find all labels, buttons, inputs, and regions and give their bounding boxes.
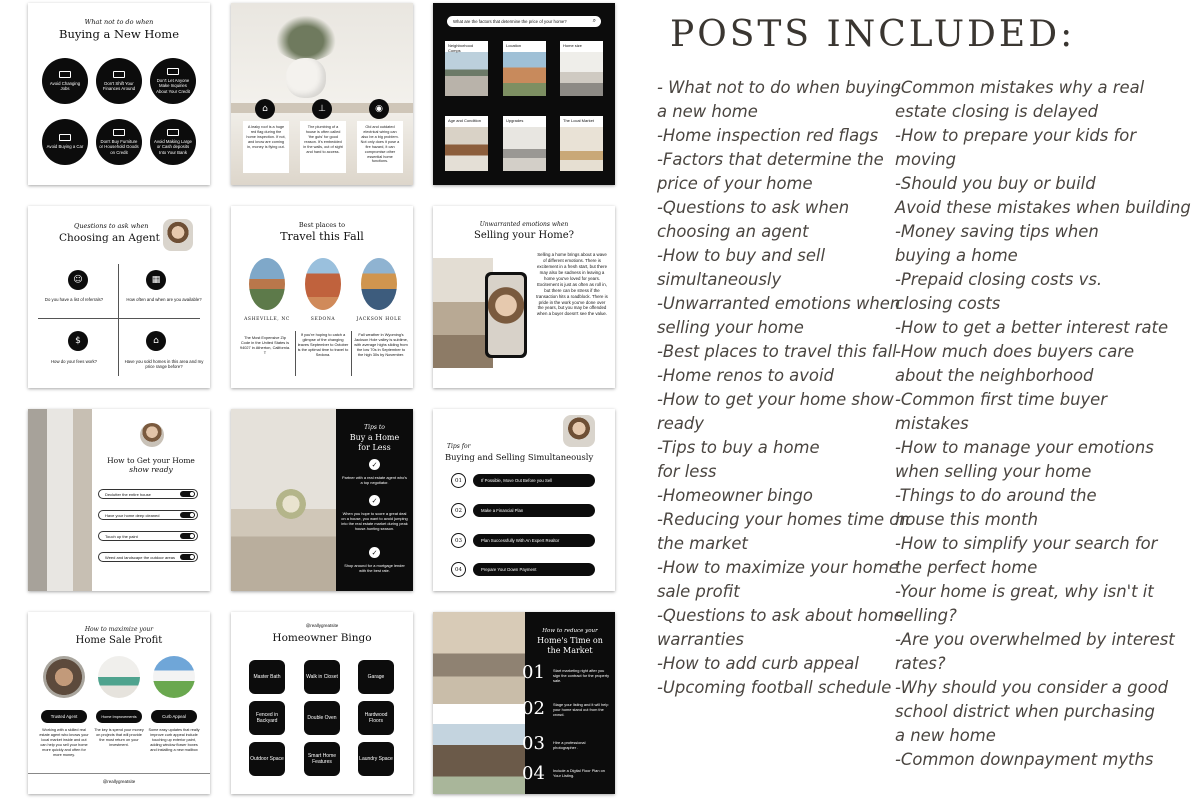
post-list-line: -Common first time buyer [895,390,1108,409]
calendar-icon: ▦ [146,270,166,290]
tile-title: Home Sale Profit [75,635,163,646]
post-tile-buy-sell-simultaneously[interactable] [433,409,615,591]
check-icon: ✓ [369,459,380,470]
post-tile-home-sale-profit[interactable] [28,612,210,794]
factor-cell: Neighborhood Comps [445,41,488,96]
bingo-cell[interactable]: Hardwood Floors [358,701,394,735]
jackson-hole-photo [361,258,397,310]
post-list-line: for less [657,462,717,481]
post-list-line: -How to get a better interest rate [895,318,1169,337]
question-text: How often and when are you available? [126,297,202,302]
post-list-line: sale profit [657,582,740,601]
post-list-line: -Why should you consider a good [895,678,1169,697]
bingo-cell[interactable]: Walk in Closet [304,660,340,694]
tip-text: When you hope to score a great deal on a house, you want to avoid jumping into the real estate market during peak house-hunting season. [341,511,408,532]
step-number: 04 [451,562,466,577]
post-tile-show-ready[interactable] [28,409,210,591]
step-number: 02 [451,503,466,518]
post-list-line: -Home inspection red flags [657,126,879,145]
post-list-line: the market [657,534,748,553]
tile-kicker: Unwarranted emotions when [479,221,569,228]
tile-title: Selling your Home? [474,230,574,241]
bingo-cell[interactable]: Outdoor Space [249,742,285,776]
bathroom-photo [28,409,92,591]
category-description: Some easy updates that really improve curb appeal include touching up exterior paint, adding window flower boxes and installing a new mailbox [148,728,200,752]
house-exterior-photo [433,724,525,794]
post-list-line: -Your home is great, why isn't it [895,582,1154,601]
post-list-line: -Are you overwhelmed by interest [895,630,1175,649]
bingo-cell[interactable]: Fenced in Backyard [249,701,285,735]
post-tile-homeowner-bingo[interactable] [231,612,413,794]
tile-title: Travel this Fall [280,230,364,243]
phone-mockup [485,272,527,358]
post-list-line: -Things to do around the [895,486,1097,505]
agent-avatar [140,423,164,447]
place-description: Fall weather in Wyoming's Jackson Hole valley is sublime, with average highs sliding from the low 70s in September to the high 30s by November. [354,332,408,358]
checklist-toggle[interactable]: Weed and landscape the outdoor areas [98,552,198,562]
bank-icon [167,129,179,136]
step-number: 03 [451,533,466,548]
step-number: 02 [522,698,545,719]
checklist-toggle[interactable]: Touch up the paint [98,531,198,541]
post-list-line: -How much does buyers care [895,342,1135,361]
post-list-line: -Home renos to avoid [657,366,834,385]
document-icon [113,71,125,78]
tile-kicker: Tips to [364,424,385,431]
tile-title: Buy a Home for Less [349,433,400,452]
toggle-switch[interactable] [180,533,195,539]
sedona-photo [305,258,341,310]
faucet-icon: ⊥ [312,99,332,119]
tile-subtitle: show ready [129,465,173,474]
post-list-line: price of your home [657,174,813,193]
tip-circle: Don't Shift Your Finances Around [96,58,142,104]
tile-title: Home's Time on the Market [537,636,603,655]
tile-title: Choosing an Agent [59,232,160,244]
vase-image [286,58,326,98]
kitchen-photo [98,656,140,698]
factor-cell: Upgrades [503,116,546,171]
question-text: Do you have a list of referrals? [44,297,104,302]
post-list-line: -How to buy and sell [657,246,826,265]
step-number: 01 [451,473,466,488]
post-list-line: about the neighborhood [895,366,1094,385]
interior-photo [433,258,493,368]
step-text: Include a Digital Floor Plan on Your Listing. [553,768,605,779]
post-list-line: selling? [895,606,957,625]
tile-title: Homeowner Bingo [272,632,372,644]
plant-leaves [271,11,341,61]
post-list-line: -Factors that determine the [657,150,884,169]
tile-title: How to Get your Home [107,456,195,465]
bingo-cell[interactable]: Master Bath [249,660,285,694]
post-list-line: -Tips to buy a home [657,438,820,457]
handle-text: @reallygreatsite [102,779,136,784]
bingo-cell[interactable]: Double Oven [304,701,340,735]
post-list-line: -Homeowner bingo [657,486,813,505]
bingo-cell[interactable]: Laundry Space [358,742,394,776]
post-list-line: mistakes [895,414,969,433]
handle-text: @reallygreatsite [305,623,339,628]
post-list-line: buying a home [895,246,1018,265]
post-list-line: the perfect home [895,558,1038,577]
tile-kicker: Best places to [298,221,346,229]
tile-kicker: How to maximize your [84,626,154,633]
tip-circle: Avoid Making Large or Cash deposits Into Your Bank [150,119,196,165]
post-tile-inspection-red-flags[interactable] [231,3,413,185]
bingo-cell[interactable]: Garage [358,660,394,694]
users-icon: ☺ [68,270,88,290]
divider [28,773,210,774]
post-list-line: -How to add curb appeal [657,654,859,673]
post-list-line: Avoid these mistakes when building [895,198,1191,217]
post-list-line: estate closing is delayed [895,102,1099,121]
post-list-line: -How to prepare your kids for [895,126,1137,145]
post-list-line: closing costs [895,294,1001,313]
toggle-switch[interactable] [180,491,195,497]
posts-list-right [895,76,1191,772]
toggle-switch[interactable] [180,554,195,560]
money-icon: $ [68,331,88,351]
handshake-photo [43,656,85,698]
post-list-line: -Prepaid closing costs vs. [895,270,1103,289]
divider [295,331,296,376]
sofa-icon [113,129,125,136]
post-list-line: choosing an agent [657,222,809,241]
credit-card-icon [167,68,179,75]
check-icon: ✓ [369,495,380,506]
post-list-line: -Common downpayment myths [895,750,1154,769]
place-name: ASHEVILLE, NC [244,317,290,322]
step-pill: Make a Financial Plan [473,504,595,517]
posts-list-left [657,76,910,700]
tile-kicker: Questions to ask when [74,222,149,230]
post-tile-choosing-agent[interactable] [28,206,210,388]
step-pill: Prepare Your Down Payment [473,563,595,576]
category-description: Working with a skilled real estate agent who knows your local market inside and out can help you sell your home more quickly and often for more money. [39,728,89,757]
house-icon: ⌂ [146,331,166,351]
post-tile-buying-new-home[interactable] [28,3,210,185]
tip-circle: Avoid Changing Jobs [42,58,88,104]
divider [38,318,200,319]
tip-text: Partner with a real estate agent who's a top negotiator. [342,475,407,486]
place-name: JACKSON HOLE [356,317,402,322]
search-question: What are the factors that determine the price of your home? [453,19,567,24]
category-description: The key is spend your money on projects that will provide the most return on your investment. [94,728,144,747]
place-name: SEDONA [310,317,336,322]
flowers-image [276,489,306,519]
posts-included-heading: POSTS INCLUDED: [670,14,1076,55]
post-list-line: -Should you buy or build [895,174,1096,193]
tips-panel [336,409,413,591]
post-list-line: a new home [657,102,758,121]
step-number: 01 [522,662,545,683]
patio-photo [433,612,525,704]
post-list-line: -Unwarranted emotions when [657,294,901,313]
divider [118,264,119,376]
step-text: Hire a professional photographer . [553,740,586,751]
asheville-photo [249,258,285,310]
step-text: Stage your listing and it will help your home stand out from the crowd. [553,702,609,718]
place-description: The Most Expensive Zip Code in the United States is 94027 in Atherton, California. T [239,335,291,356]
post-list-line: selling your home [657,318,804,337]
step-pill: Plan Successfully With An Expert Realtor [473,534,595,547]
question-text: How do your fees work? [50,359,98,364]
roof-icon: ⌂ [255,99,275,119]
post-list-line: ready [657,414,704,433]
curb-appeal-photo [153,656,195,698]
briefcase-icon [59,71,71,78]
post-list-line: -Best places to travel this fall [657,342,897,361]
post-list-line: a new home [895,726,996,745]
post-list-line: -How to maximize your home [657,558,899,577]
tip-text: Shop around for a mortgage lender with the best rate. [344,563,405,574]
post-list-line: -Upcoming football schedule [657,678,892,697]
post-tile-buy-for-less[interactable] [231,409,413,591]
post-list-line: -Money saving tips when [895,222,1099,241]
factor-cell: Home size [560,41,603,96]
post-list-line: -Questions to ask when [657,198,850,217]
body-text: Selling a home brings about a wave of different emotions. There is excitement in a fresh start, but there may also be sadness in leaving a home you've loved for years. Excitement is just as often as roll in, but there can be stress if the transaction hits a roadblock. There is pride in the work you've done over the years, but you may be offended when a buyer doesn't see the value. [536,252,608,317]
category-label: Trusted Agent [41,710,87,723]
step-number: 04 [522,763,545,784]
post-tile-travel-fall[interactable] [231,206,413,388]
post-list-line: -How to get your home show [657,390,894,409]
tip-circle: Don't Buy Furniture or Household Goods on Credit [96,119,142,165]
post-list-line: - What not to do when buying [657,78,902,97]
factor-cell: Location [503,41,546,96]
info-card: The plumbing of a house is often called 'the guts' for good reason. It's embedded in the walls, out of sight and hard to access. [300,121,346,173]
toggle-switch[interactable] [180,512,195,518]
tip-circle: Don't Let Anyone Make Inquiries About Your Credit [150,58,196,104]
bingo-cell[interactable]: Smart Home Features [304,742,340,776]
post-list-line: -Reducing your homes time on [657,510,910,529]
agent-avatar [563,415,595,447]
post-list-line: -How to manage your emotions [895,438,1154,457]
post-list-line: simultaneously [657,270,782,289]
search-icon: ⌕ [592,18,596,24]
check-icon: ✓ [369,547,380,558]
post-list-line: rates? [895,654,946,673]
factor-cell: Age and Condition [445,116,488,171]
question-text: Have you sold homes in this area and my price range before? [124,359,204,369]
post-list-line: house this month [895,510,1038,529]
post-tile-price-factors[interactable] [433,3,615,185]
category-label: Home Improvements [96,710,142,723]
step-pill: If Possible, Move Out Before you Sell [473,474,595,487]
post-list-line: -How to simplify your search for [895,534,1158,553]
search-bar [447,16,601,27]
factor-cell: The Local Market [560,116,603,171]
post-tile-unwarranted-emotions[interactable] [433,206,615,388]
tile-title: Buying a New Home [59,27,179,41]
tile-kicker: Tips for [447,443,471,450]
car-icon [59,134,71,141]
place-description: If you're hoping to catch a glimpse of the changing leaves September to October is the optimal time to travel to Sedona. [297,332,349,358]
checklist-toggle[interactable]: Declutter the entire house [98,489,198,499]
post-list-line: -Common mistakes why a real [895,78,1145,97]
agent-avatar [163,219,193,251]
info-card: A leaky roof is a huge red flag during the home inspection. If not, and know are coming in, money is flying out. [243,121,289,173]
post-list-line: school district when purchasing [895,702,1155,721]
post-tile-time-on-market[interactable] [433,612,615,794]
tile-title: Buying and Selling Simultaneously [445,452,594,462]
step-number: 03 [522,733,545,754]
tile-kicker: How to reduce your [542,628,598,634]
checklist-toggle[interactable]: Have your home deep cleaned [98,510,198,520]
info-card: Old and outdated electrical wiring can also be a big problem. Not only does it pose a fire hazard, it can compromise other essential home functions. [357,121,403,173]
category-label: Curb Appeal [151,710,197,723]
step-text: Start marketing right after you sign the contract for the property sale. [553,668,610,684]
post-list-line: -Questions to ask about home [657,606,904,625]
post-list-line: when selling your home [895,462,1092,481]
divider [351,331,352,376]
tip-circle: Avoid Buying a Car [42,119,88,165]
post-list-line: warranties [657,630,744,649]
lightbulb-icon: ◉ [369,99,389,119]
phone-screen-photo [488,275,524,355]
post-list-line: moving [895,150,957,169]
tile-kicker: What not to do when [84,18,154,26]
